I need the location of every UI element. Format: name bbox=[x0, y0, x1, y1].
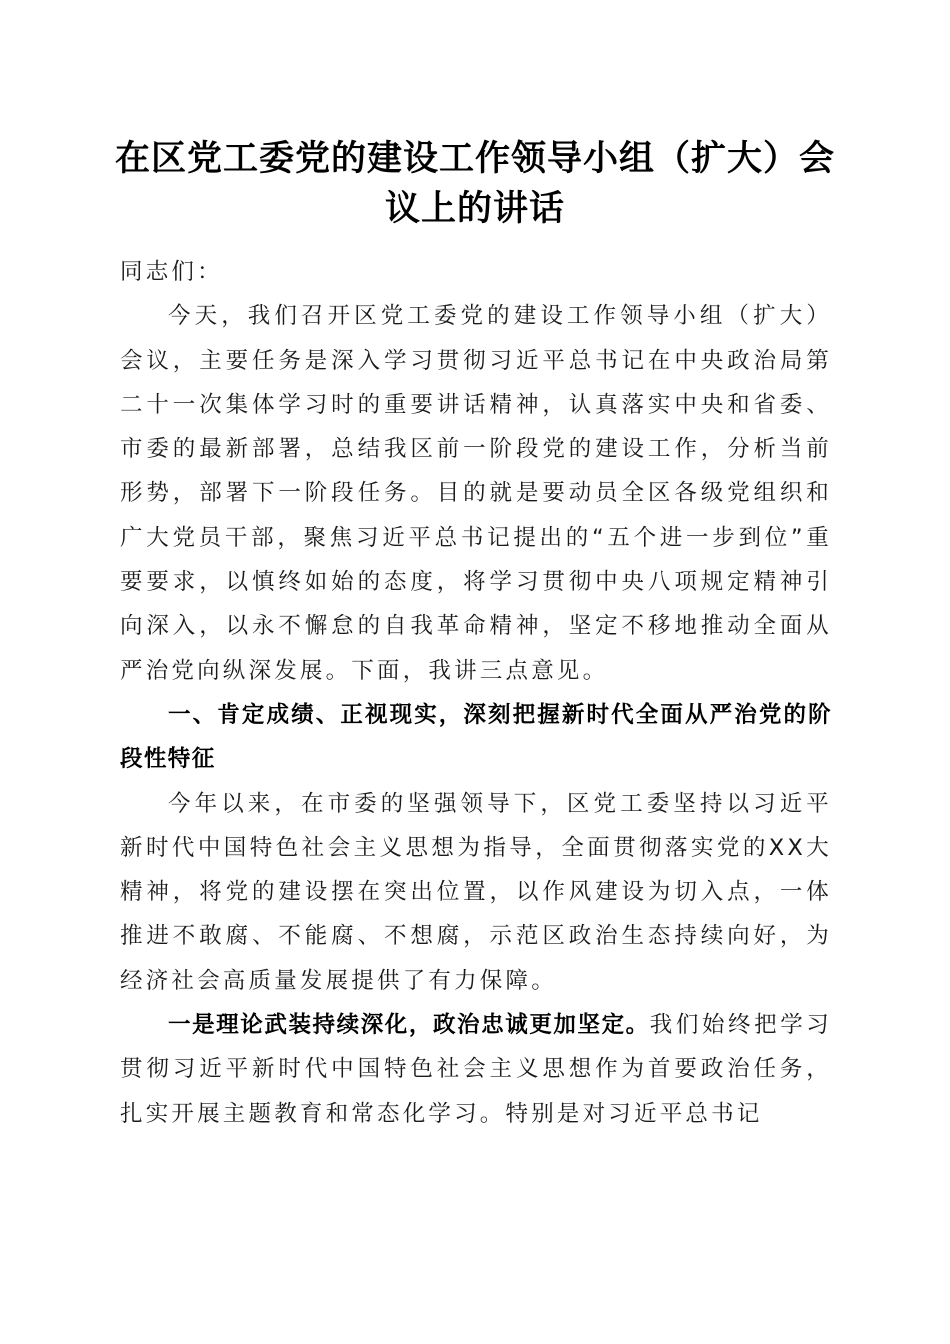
document-title-line-1: 在区党工委党的建设工作领导小组（扩大）会 bbox=[114, 138, 835, 179]
document-title-line-2: 议上的讲话 bbox=[384, 188, 565, 229]
document-body bbox=[120, 250, 832, 1136]
section-1-paragraph: 今年以来，在市委的坚强领导下，区党工委坚持以习近平新时代中国特色社会主义思想为指导，全面贯彻落实党的XX大精神，将党的建设摆在突出位置，以作风建设为切入点，一体推进不敢腐、不能腐、不想腐，示范区政治生态持续向好，为经济社会高质量发展提供了有力保障。 bbox=[120, 790, 832, 994]
point-1-text: 我们始终把学习贯彻习近平新时代中国特色社会主义思想作为首要政治任务，扎实开展主题教育和常态化学习。特别是对习近平总书记 bbox=[120, 1012, 832, 1127]
point-1-paragraph bbox=[120, 1003, 832, 1136]
document-title bbox=[110, 134, 840, 234]
salutation: 同志们： bbox=[120, 259, 223, 285]
intro-paragraph: 今天，我们召开区党工委党的建设工作领导小组（扩大）会议，主要任务是深入学习贯彻习近平总书记在中央政治局第二十一次集体学习时的重要讲话精神，认真落实中央和省委、市委的最新部署，总结我区前一阶段党的建设工作，分析当前形势，部署下一阶段任务。目的就是要动员全区各级党组织和广大党员干部，聚焦习近平总书记提出的“五个进一步到位”重要要求，以慎终如始的态度，将学习贯彻中央八项规定精神引向深入，以永不懈怠的自我革命精神，坚定不移地推动全面从严治党向纵深发展。下面，我讲三点意见。 bbox=[120, 303, 832, 684]
section-1-heading: 一、肯定成绩、正视现实，深刻把握新时代全面从严治党的阶段性特征 bbox=[120, 701, 832, 773]
point-1-lead: 一是理论武装持续深化，政治忠诚更加坚定。 bbox=[168, 1012, 650, 1039]
